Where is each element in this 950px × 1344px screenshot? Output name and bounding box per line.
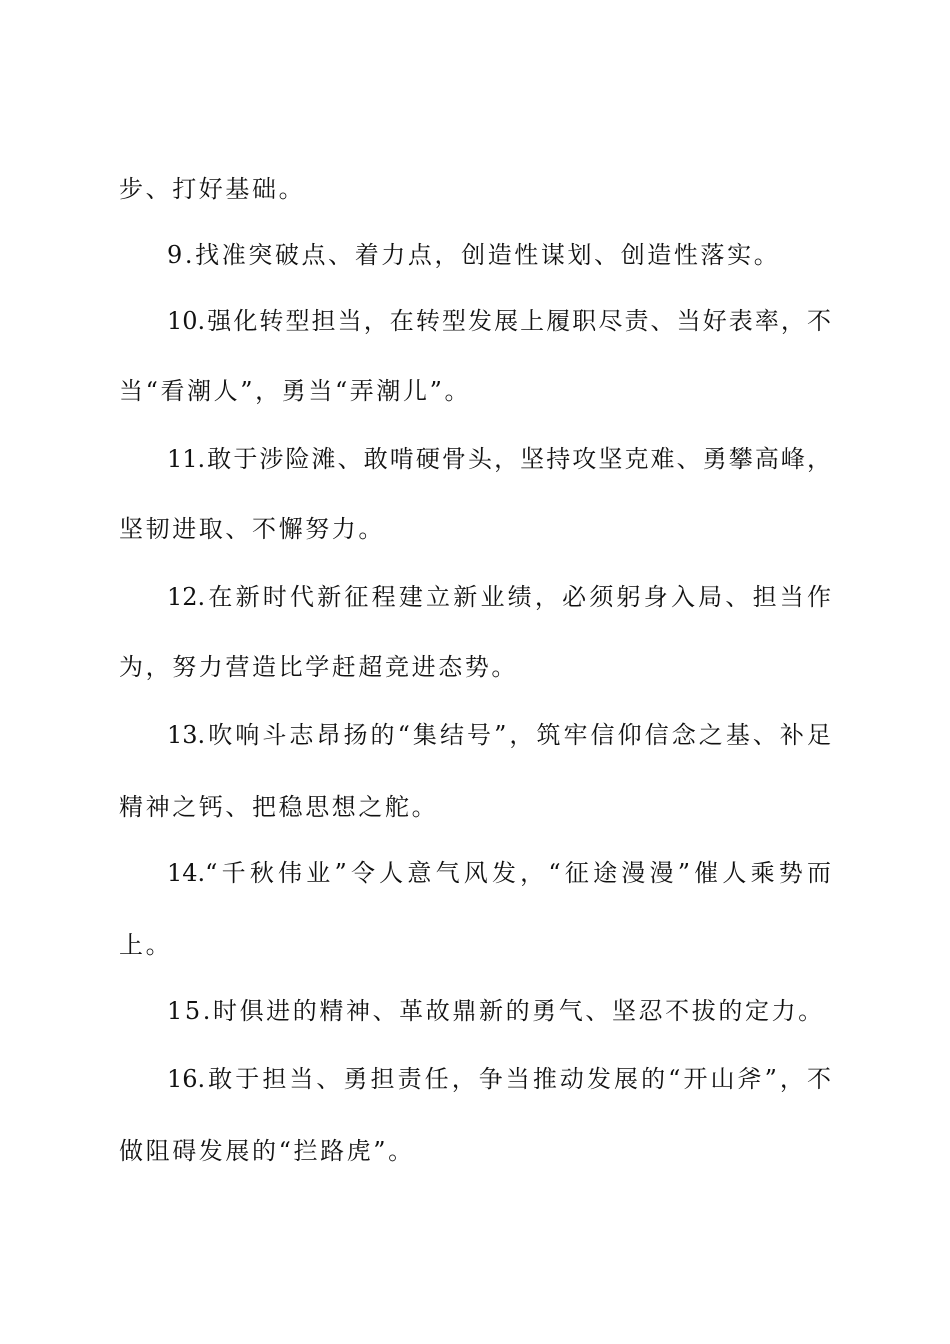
paragraph-14-line-1: 14.“千秋伟业”令人意气风发，“征途漫漫”催人乘势而 <box>167 859 831 887</box>
paragraph-13-line-1: 13.吹响斗志昂扬的“集结号”，筑牢信仰信念之基、补足 <box>167 721 831 749</box>
paragraph-12-line-1: 12.在新时代新征程建立新业绩，必须躬身入局、担当作 <box>167 583 831 611</box>
paragraph-16-line-1: 16.敢于担当、勇担责任，争当推动发展的“开山斧”，不 <box>167 1065 831 1093</box>
paragraph-11-line-1: 11.敢于涉险滩、敢啃硬骨头，坚持攻坚克难、勇攀高峰， <box>167 445 831 473</box>
paragraph-11-line-2: 坚韧进取、不懈努力。 <box>119 515 385 543</box>
paragraph-16-line-2: 做阻碍发展的“拦路虎”。 <box>119 1137 415 1165</box>
paragraph-10-line-1: 10.强化转型担当，在转型发展上履职尽责、当好表率，不 <box>167 307 831 335</box>
paragraph-14-line-2: 上。 <box>119 931 173 959</box>
paragraph-9: 9.找准突破点、着力点，创造性谋划、创造性落实。 <box>167 241 781 269</box>
paragraph-12-line-2: 为，努力营造比学赶超竞进态势。 <box>119 653 518 681</box>
paragraph-13-line-2: 精神之钙、把稳思想之舵。 <box>119 793 439 821</box>
paragraph-15: 15.时俱进的精神、革故鼎新的勇气、坚忍不拔的定力。 <box>167 997 825 1025</box>
paragraph-8-tail: 步、打好基础。 <box>119 175 306 203</box>
paragraph-10-line-2: 当“看潮人”，勇当“弄潮儿”。 <box>119 377 472 405</box>
